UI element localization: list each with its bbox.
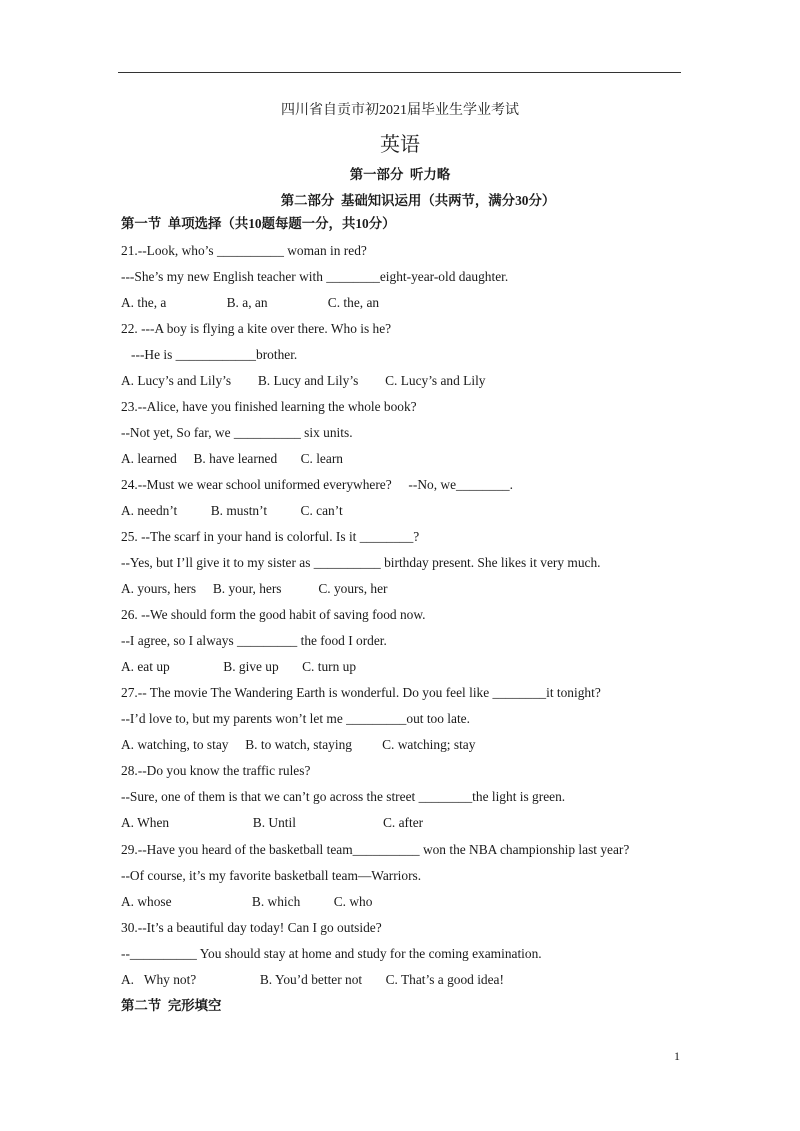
question-line: 22. ---A boy is flying a kite over there. Who is he? [121,321,392,336]
section-two-heading: 第二节 完形填空 [121,998,222,1013]
question-line: --__________ You should stay at home and study for the coming examination. [121,946,542,961]
question-line: ---He is ____________brother. [121,347,298,362]
options-line: A. needn’t B. mustn’t C. can’t [121,503,343,518]
question-line: ---She’s my new English teacher with ________eight-year-old daughter. [121,269,509,284]
options-line: A. Why not? B. You’d better not C. That’s a good idea! [121,972,504,987]
header-rule [118,72,681,73]
question-line: --I’d love to, but my parents won’t let me _________out too late. [121,711,470,726]
question-line: 28.--Do you know the traffic rules? [121,763,311,778]
question-line: --Sure, one of them is that we can’t go across the street ________the light is green. [121,789,566,804]
question-line: --Not yet, So far, we __________ six units. [121,425,353,440]
question-line: --I agree, so I always _________ the food I order. [121,633,387,648]
question-line: 26. --We should form the good habit of saving food now. [121,607,426,622]
options-line: A. the, a B. a, an C. the, an [121,295,380,310]
exam-title: 四川省自贡市初2021届毕业生学业考试 [281,103,519,118]
question-line: 27.-- The movie The Wandering Earth is wonderful. Do you feel like ________it tonight? [121,685,601,700]
page-number: 1 [674,1049,680,1063]
part-one-heading: 第一部分 听力略 [349,167,451,182]
question-line: 21.--Look, who’s __________ woman in red? [121,243,367,258]
question-line: 30.--It’s a beautiful day today! Can I go outside? [121,920,382,935]
options-line: A. When B. Until C. after [121,815,424,830]
question-line: 24.--Must we wear school uniformed everywhere? --No, we________. [121,477,513,492]
options-line: A. Lucy’s and Lily’s B. Lucy and Lily’s C. Lucy’s and Lily [121,373,486,388]
question-line: --Yes, but I’ll give it to my sister as __________ birthday present. She likes it very much. [121,555,601,570]
section-one-heading: 第一节 单项选择（共10题每题一分，共10分） [121,216,396,231]
options-line: A. watching, to stay B. to watch, staying C. watching; stay [121,737,476,752]
options-line: A. whose B. which C. who [121,894,373,909]
question-line: --Of course, it’s my favorite basketball team—Warriors. [121,868,422,883]
options-line: A. learned B. have learned C. learn [121,451,343,466]
options-line: A. yours, hers B. your, hers C. yours, her [121,581,388,596]
question-line: 23.--Alice, have you finished learning the whole book? [121,399,417,414]
question-line: 25. --The scarf in your hand is colorful. Is it ________? [121,529,420,544]
part-two-heading: 第二部分 基础知识运用（共两节，满分30分） [280,193,556,208]
options-line: A. eat up B. give up C. turn up [121,659,357,674]
subject-title: 英语 [380,132,420,156]
question-line: 29.--Have you heard of the basketball team__________ won the NBA championship last year? [121,842,630,857]
